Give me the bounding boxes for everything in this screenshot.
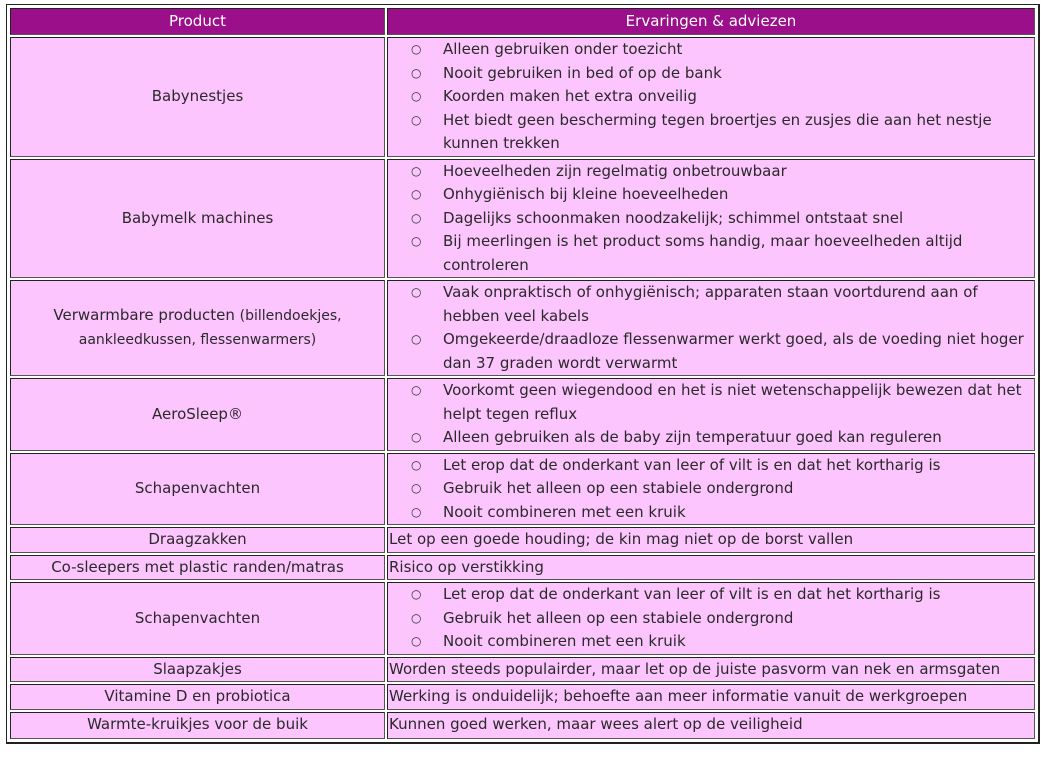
advice-item <box>411 230 1031 277</box>
hollow-circle-bullet-icon: ○ <box>411 430 422 444</box>
product-subtitle: (billendoekjes, aankleedkussen, flessenwarmers) <box>78 307 342 348</box>
table-row <box>10 37 1035 157</box>
product-name: Verwarmbare producten <box>53 305 235 324</box>
advice-text: Voorkomt geen wiegendood en het is niet wetenschappelijk bewezen dat het helpt tegen reflux <box>443 381 1022 423</box>
advice-text: Let op een goede houding; de kin mag niet op de borst vallen <box>389 530 854 548</box>
advice-text: Worden steeds populairder, maar let op de juiste pasvorm van nek en armsgaten <box>389 659 1001 678</box>
advice-text: Hoeveelheden zijn regelmatig onbetrouwbaar <box>443 161 787 180</box>
table-row <box>10 159 1035 279</box>
product-cell <box>10 712 385 739</box>
product-name: Schapenvachten <box>134 479 261 497</box>
advice-item <box>411 281 1031 328</box>
advice-text: Alleen gebruiken als de baby zijn temperatuur goed kan reguleren <box>443 428 942 446</box>
column-header-product: Product <box>10 8 385 35</box>
table-row <box>10 527 1035 553</box>
advice-text: Kunnen goed werken, maar wees alert op de veiligheid <box>389 715 803 734</box>
advice-item <box>411 160 1031 184</box>
advice-cell <box>387 527 1035 553</box>
advice-text: Risico op verstikking <box>389 557 544 576</box>
hollow-circle-bullet-icon: ○ <box>411 234 422 248</box>
hollow-circle-bullet-icon: ○ <box>411 457 422 472</box>
advice-text: Let erop dat de onderkant van leer of vilt is en dat het kortharig is <box>443 455 941 474</box>
advice-item <box>411 183 1031 207</box>
table-row <box>10 453 1035 526</box>
product-cell <box>10 280 385 376</box>
advice-text: Nooit gebruiken in bed of op de bank <box>443 63 722 82</box>
advice-cell <box>387 555 1035 581</box>
product-name: Warmte-kruikjes voor de buik <box>87 715 308 734</box>
hollow-circle-bullet-icon: ○ <box>411 332 422 346</box>
table-row <box>10 712 1035 739</box>
product-cell <box>10 527 385 553</box>
product-name: Schapenvachten <box>134 608 261 627</box>
hollow-circle-bullet-icon: ○ <box>411 481 422 495</box>
hollow-circle-bullet-icon: ○ <box>411 187 422 201</box>
product-cell <box>10 582 385 655</box>
advice-item <box>411 62 1031 86</box>
advice-text: Dagelijks schoonmaken noodzakelijk; schimmel ontstaat snel <box>443 208 904 227</box>
advice-cell <box>387 37 1035 157</box>
table-row <box>10 555 1035 581</box>
advice-text: Nooit combineren met een kruik <box>443 502 686 521</box>
hollow-circle-bullet-icon: ○ <box>411 89 422 103</box>
hollow-circle-bullet-icon: ○ <box>411 610 422 625</box>
table-row <box>10 378 1035 451</box>
advice-item <box>411 109 1031 156</box>
advice-item <box>411 501 1031 525</box>
product-cell <box>10 555 385 581</box>
advice-text: Het biedt geen bescherming tegen broertjes en zusjes die aan het nestje kunnen trekken <box>443 110 992 152</box>
advice-text: Onhygiënisch bij kleine hoeveelheden <box>443 185 729 203</box>
advice-cell <box>387 657 1035 683</box>
advice-cell <box>387 453 1035 526</box>
advice-cell <box>387 280 1035 376</box>
product-cell <box>10 37 385 157</box>
advice-text: Koorden maken het extra onveilig <box>443 87 697 105</box>
advice-text: Werking is onduidelijk; behoefte aan meer informatie vanuit de werkgroepen <box>389 687 968 705</box>
hollow-circle-bullet-icon: ○ <box>411 163 422 178</box>
advice-list <box>391 454 1031 525</box>
advice-item <box>411 38 1031 62</box>
product-name: Co-sleepers met plastic randen/matras <box>51 557 344 576</box>
advice-text: Vaak onpraktisch of onhygiënisch; apparaten staan voortdurend aan of hebben veel kabels <box>443 283 978 325</box>
advice-cell <box>387 712 1035 739</box>
advice-list <box>391 379 1031 450</box>
advice-item <box>411 630 1031 654</box>
advice-text: Omgekeerde/draadloze flessenwarmer werkt goed, als de voeding niet hoger dan 37 graden wordt verwarmt <box>443 330 1024 372</box>
advice-item <box>411 477 1031 501</box>
hollow-circle-bullet-icon: ○ <box>411 65 422 80</box>
table-body <box>10 37 1035 739</box>
hollow-circle-bullet-icon: ○ <box>411 112 422 127</box>
column-header-advice: Ervaringen & adviezen <box>387 8 1035 35</box>
advice-list <box>391 38 1031 156</box>
hollow-circle-bullet-icon: ○ <box>411 504 422 519</box>
product-cell <box>10 657 385 683</box>
table-row <box>10 582 1035 655</box>
advice-text: Gebruik het alleen op een stabiele ondergrond <box>443 479 794 497</box>
advice-text: Bij meerlingen is het product soms handig, maar hoeveelheden altijd controleren <box>443 232 963 274</box>
table-row <box>10 657 1035 683</box>
advice-item <box>411 583 1031 607</box>
advice-list <box>391 281 1031 375</box>
advice-cell <box>387 684 1035 710</box>
product-name: Vitamine D en probiotica <box>104 687 291 705</box>
product-cell <box>10 684 385 710</box>
product-name: Draagzakken <box>148 530 247 548</box>
advice-cell <box>387 378 1035 451</box>
hollow-circle-bullet-icon: ○ <box>411 285 422 299</box>
product-cell <box>10 378 385 451</box>
advice-item <box>411 426 1031 450</box>
advice-item <box>411 207 1031 231</box>
product-cell <box>10 159 385 279</box>
advice-list <box>391 160 1031 278</box>
advice-item <box>411 328 1031 375</box>
advice-item <box>411 607 1031 631</box>
hollow-circle-bullet-icon: ○ <box>411 42 422 56</box>
table-row <box>10 684 1035 710</box>
hollow-circle-bullet-icon: ○ <box>411 210 422 225</box>
product-name: AeroSleep® <box>152 404 243 423</box>
advice-text: Alleen gebruiken onder toezicht <box>443 40 683 58</box>
advice-item <box>411 85 1031 109</box>
table-header-row <box>10 8 1035 35</box>
table-row <box>10 280 1035 376</box>
product-name: Babymelk machines <box>121 208 274 227</box>
advice-list <box>391 583 1031 654</box>
product-advice-table <box>8 6 1037 741</box>
advice-table-container <box>6 4 1040 744</box>
advice-cell <box>387 159 1035 279</box>
hollow-circle-bullet-icon: ○ <box>411 587 422 601</box>
product-cell <box>10 453 385 526</box>
product-name: Babynestjes <box>151 87 244 105</box>
advice-item <box>411 379 1031 426</box>
advice-item <box>411 454 1031 478</box>
advice-text: Let erop dat de onderkant van leer of vilt is en dat het kortharig is <box>443 585 941 603</box>
advice-text: Nooit combineren met een kruik <box>443 632 686 650</box>
advice-text: Gebruik het alleen op een stabiele ondergrond <box>443 608 794 627</box>
advice-cell <box>387 582 1035 655</box>
product-name: Slaapzakjes <box>153 659 242 678</box>
hollow-circle-bullet-icon: ○ <box>411 383 422 397</box>
hollow-circle-bullet-icon: ○ <box>411 634 422 648</box>
